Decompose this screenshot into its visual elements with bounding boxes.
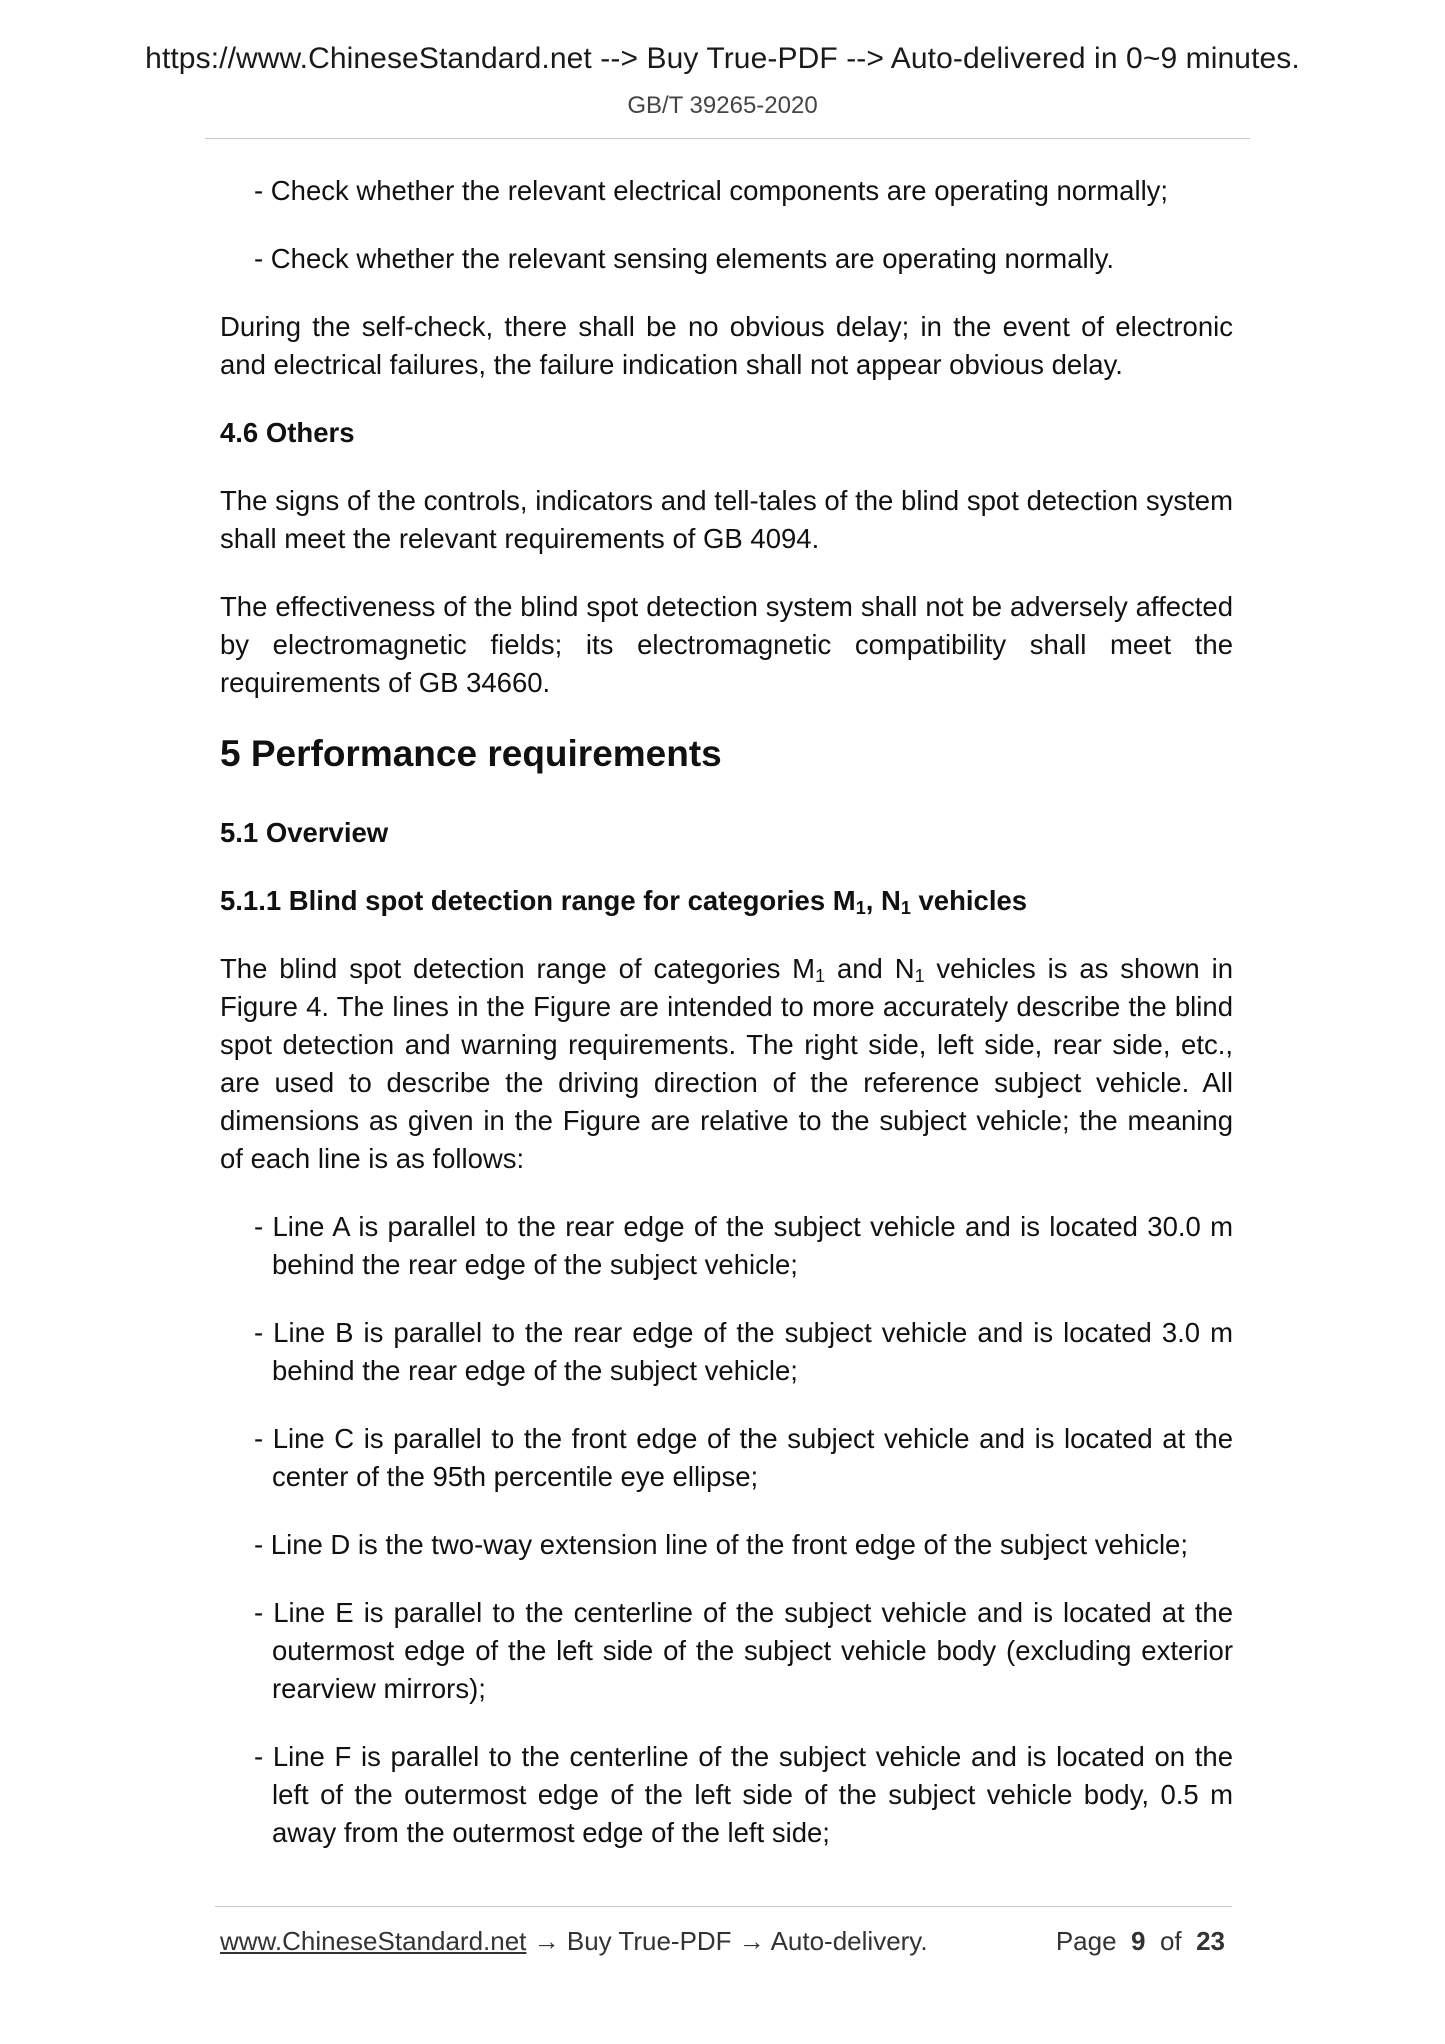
bullet-electrical-components: - Check whether the relevant electrical components are operating normally;: [254, 175, 1169, 206]
header-divider: [205, 138, 1250, 139]
heading-5-1-1-text-pre: 5.1.1 Blind spot detection range for categories M: [220, 885, 856, 916]
bullet-line-f: - Line F is parallel to the centerline of the subject vehicle and is located on the left of the outermost edge of the left side of the subject vehicle body, 0.5 m away from the outermost edge of the left side;: [254, 1741, 1233, 1848]
heading-4-6-others: 4.6 Others: [220, 417, 355, 448]
range-text-pre: The blind spot detection range of categories M: [220, 953, 816, 984]
heading-5-1-1-text-post: vehicles: [910, 885, 1028, 916]
paragraph-others-signs: The signs of the controls, indicators and tell-tales of the blind spot detection system shall meet the relevant requirements of GB 4094.: [220, 485, 1233, 554]
bullet-line-b: - Line B is parallel to the rear edge of the subject vehicle and is located 3.0 m behind the rear edge of the subject vehicle;: [254, 1317, 1233, 1386]
bullet-line-c: - Line C is parallel to the front edge of the subject vehicle and is located at the center of the 95th percentile eye ellipse;: [254, 1423, 1233, 1492]
heading-5-1-1-subscript-n: 1: [900, 898, 911, 918]
header-standard-number: GB/T 39265-2020: [627, 92, 818, 119]
footer-site-link[interactable]: www.ChineseStandard.net: [220, 1926, 527, 1956]
range-text-mid: and N: [825, 953, 915, 984]
bullet-line-d: - Line D is the two-way extension line of the front edge of the subject vehicle;: [254, 1529, 1188, 1560]
document-body: [220, 172, 1233, 1882]
footer-page-of: of: [1159, 1926, 1182, 1956]
bullet-line-a: - Line A is parallel to the rear edge of the subject vehicle and is located 30.0 m behind the rear edge of the subject vehicle;: [254, 1211, 1233, 1280]
bullet-line-e: - Line E is parallel to the centerline of the subject vehicle and is located at the outermost edge of the left side of the subject vehicle body (excluding exterior rearview mirrors);: [254, 1597, 1233, 1704]
heading-5-1-overview: 5.1 Overview: [220, 817, 389, 848]
range-text-post: vehicles is as shown in Figure 4. The lines in the Figure are intended to more accurately describe the blind spot detection and warning requirements. The right side, left side, rear side, etc., are used to describe the driving direction of the reference subject vehicle. All dimensions as given in the Figure are relative to the subject vehicle; the meaning of each line is as follows:: [220, 953, 1233, 1174]
heading-5-1-1-detection-range: [220, 882, 1233, 920]
paragraph-others-emc: The effectiveness of the blind spot detection system shall not be adversely affected by electromagnetic fields; its electromagnetic compatibility shall meet the requirements of GB 34660.: [220, 591, 1233, 698]
footer-page-label: Page: [1055, 1926, 1117, 1956]
heading-5-performance-requirements: 5 Performance requirements: [220, 733, 722, 774]
footer-page-total: 23: [1196, 1926, 1225, 1956]
footer-left: [220, 1926, 928, 1957]
footer-page-indicator: [1056, 1926, 1225, 1957]
paragraph-self-check: During the self-check, there shall be no obvious delay; in the event of electronic and electrical failures, the failure indication shall not appear obvious delay.: [220, 311, 1233, 380]
range-subscript-n: 1: [914, 966, 925, 986]
header-url-line: https://www.ChineseStandard.net --> Buy True-PDF --> Auto-delivered in 0~9 minutes.: [145, 42, 1300, 75]
paragraph-detection-range: [220, 950, 1233, 1178]
bullet-sensing-elements: - Check whether the relevant sensing elements are operating normally.: [254, 243, 1115, 274]
heading-5-1-1-subscript-m: 1: [855, 898, 866, 918]
footer-divider: [215, 1906, 1232, 1907]
range-subscript-m: 1: [815, 966, 826, 986]
footer-tagline: → Buy True-PDF → Auto-delivery.: [526, 1926, 928, 1956]
footer-page-current: 9: [1131, 1926, 1146, 1956]
heading-5-1-1-text-mid: , N: [865, 885, 901, 916]
